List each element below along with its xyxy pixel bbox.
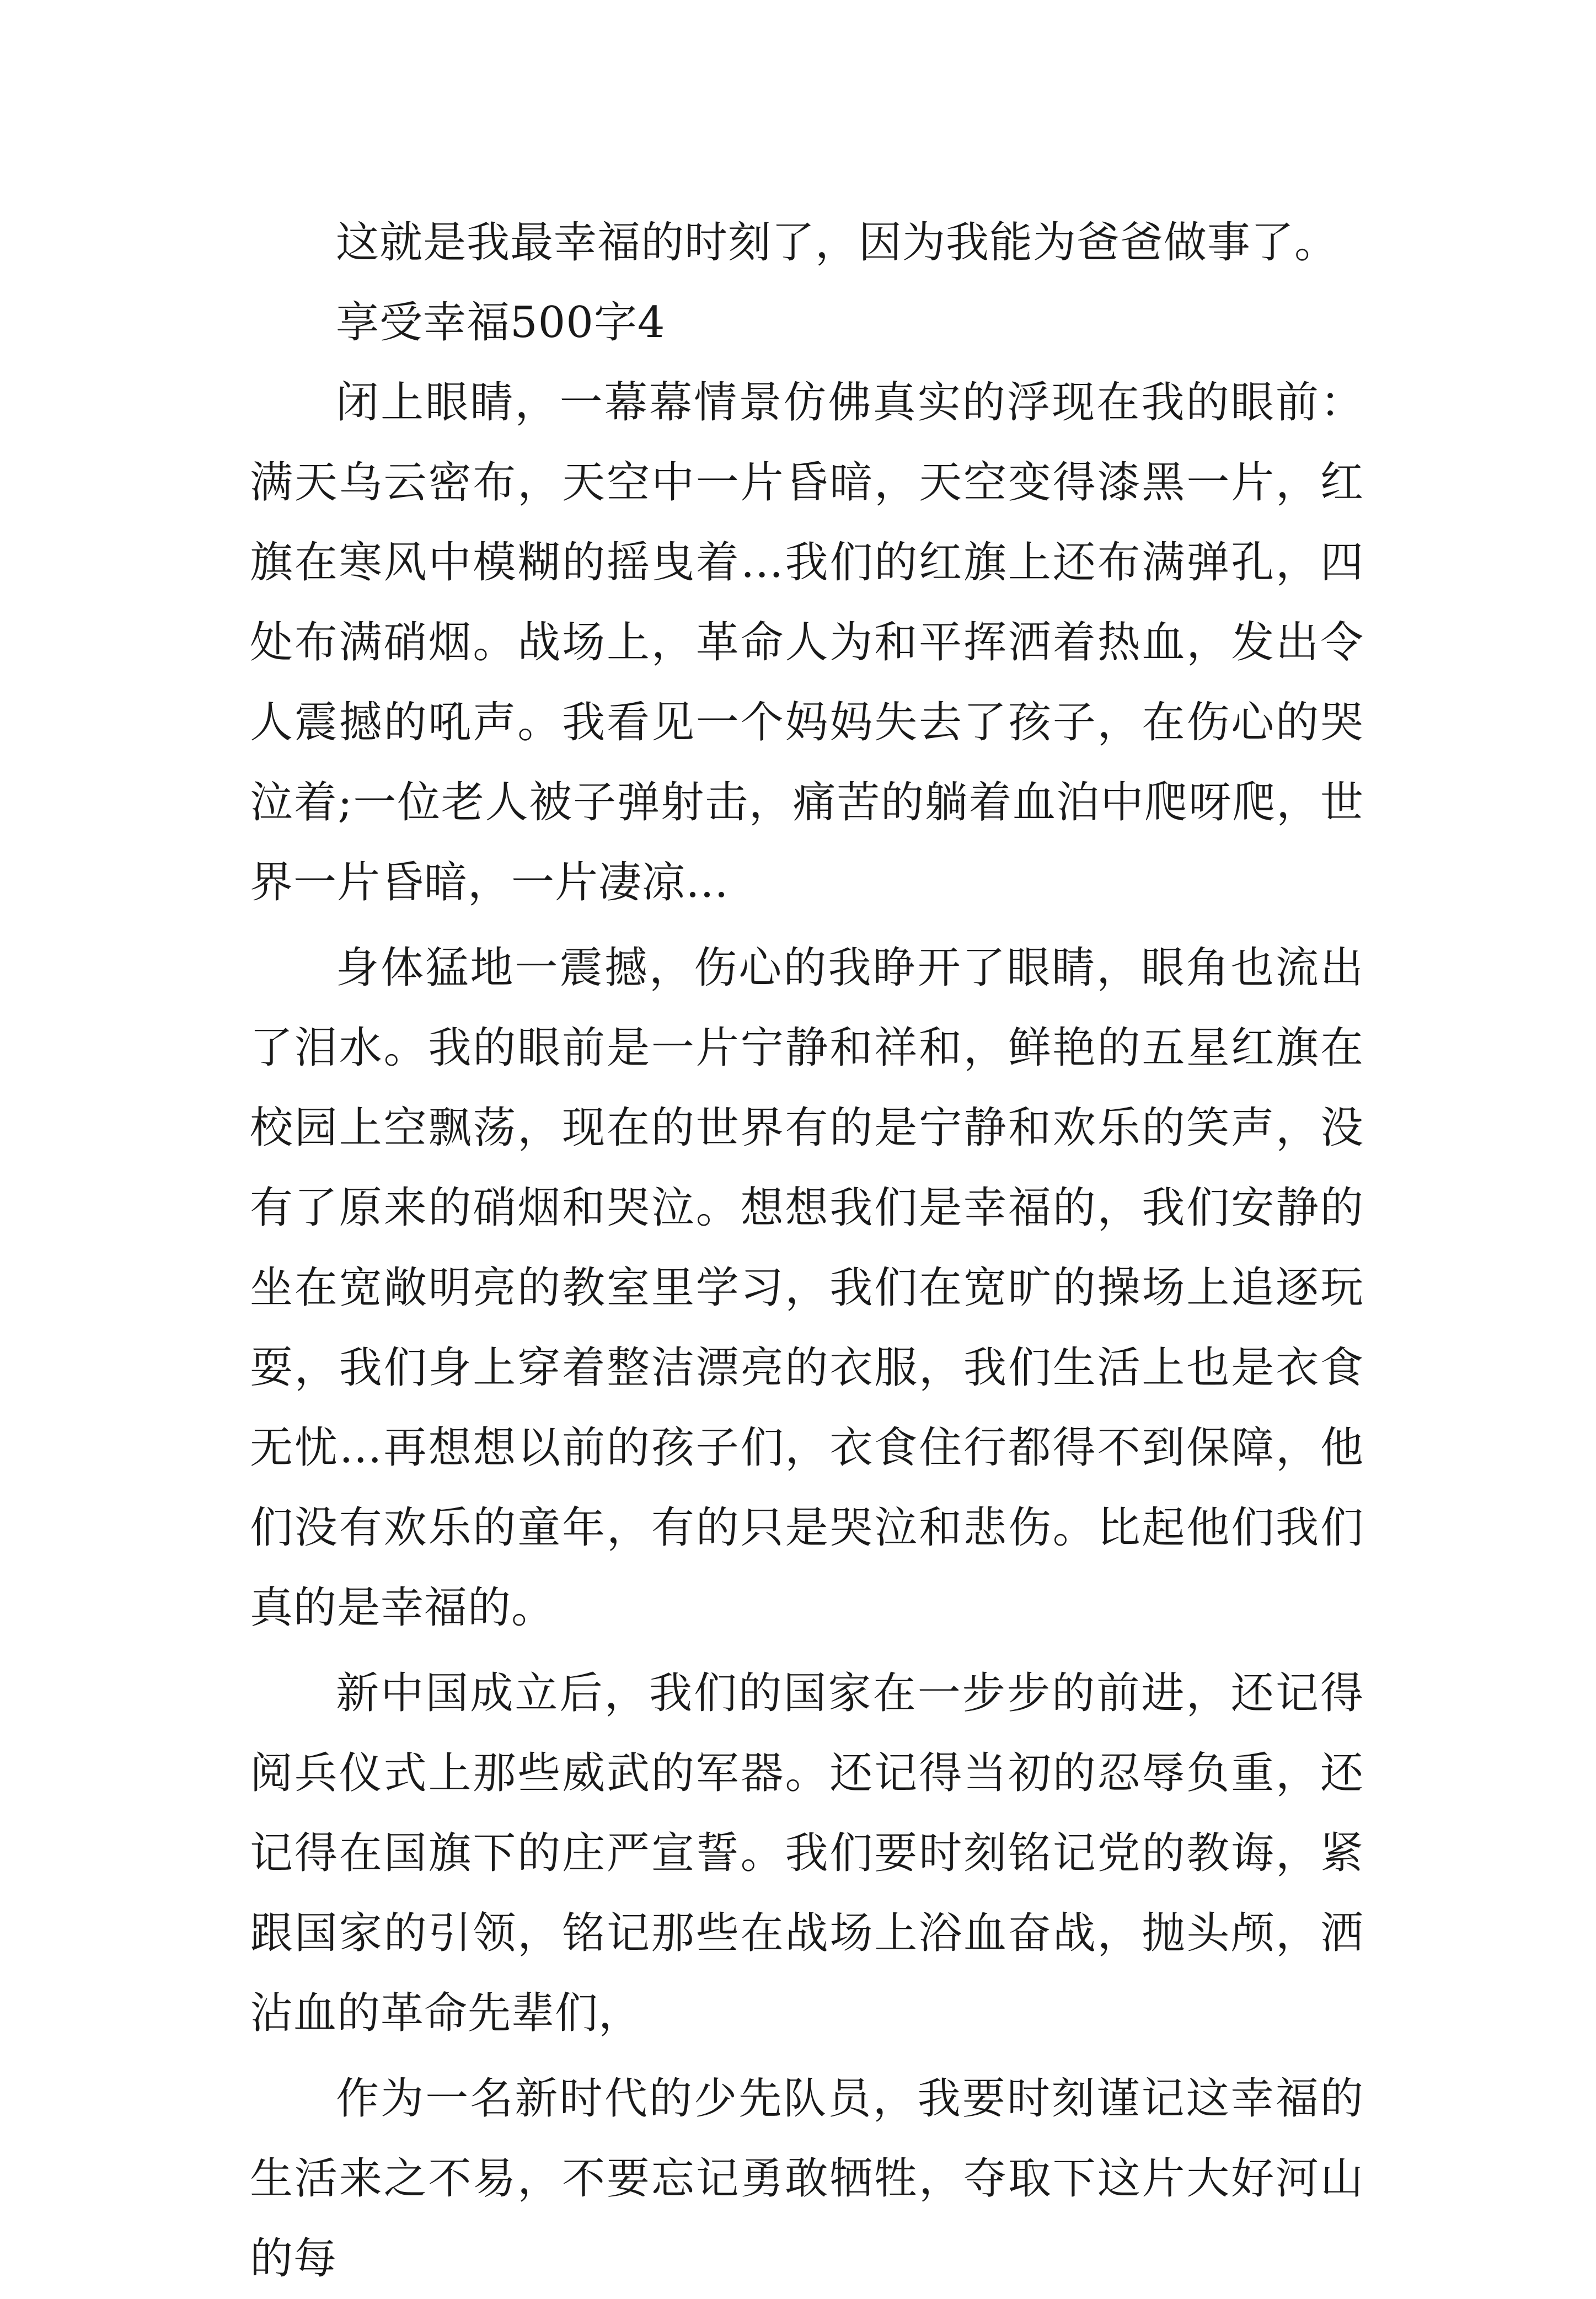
paragraph-young-pioneer: 作为一名新时代的少先队员，我要时刻谨记这幸福的生活来之不易，不要忘记勇敢牺牲，夺取下这片大好河山的每 (250, 2074, 1364, 2284)
document-page (250, 203, 1364, 2299)
paragraph-closing: 这就是我最幸福的时刻了，因为我能为爸爸做事了。 (336, 218, 1338, 268)
paragraph-imagination: 闭上眼睛，一幕幕情景仿佛真实的浮现在我的眼前：满天乌云密布，天空中一片昏暗，天空变得漆黑一片，红旗在寒风中模糊的摇曳着…我们的红旗上还布满弹孔，四处布满硝烟。战场上，革命人为和平挥洒着热血，发出令人震撼的吼声。我看见一个妈妈失去了孩子，在伤心的哭泣着;一位老人被子弹射击，痛苦的躺着血泊中爬呀爬，世界一片昏暗，一片凄凉… (250, 378, 1364, 907)
paragraph-new-china: 新中国成立后，我们的国家在一步步的前进，还记得阅兵仪式上那些威武的军器。还记得当初的忍辱负重，还记得在国旗下的庄严宣誓。我们要时刻铭记党的教诲，紧跟国家的引领，铭记那些在战场上浴血奋战，抛头颅，洒沾血的革命先辈们， (250, 1669, 1364, 2038)
essay-heading: 享受幸福500字4 (336, 298, 666, 347)
paragraph-awakening: 身体猛地一震撼，伤心的我睁开了眼睛，眼角也流出了泪水。我的眼前是一片宁静和祥和，鲜艳的五星红旗在校园上空飘荡，现在的世界有的是宁静和欢乐的笑声，没有了原来的硝烟和哭泣。想想我们是幸福的，我们安静的坐在宽敞明亮的教室里学习，我们在宽旷的操场上追逐玩耍，我们身上穿着整洁漂亮的衣服，我们生活上也是衣食无忧…再想想以前的孩子们，衣食住行都得不到保障，他们没有欢乐的童年，有的只是哭泣和悲伤。比起他们我们真的是幸福的。 (250, 943, 1364, 1633)
